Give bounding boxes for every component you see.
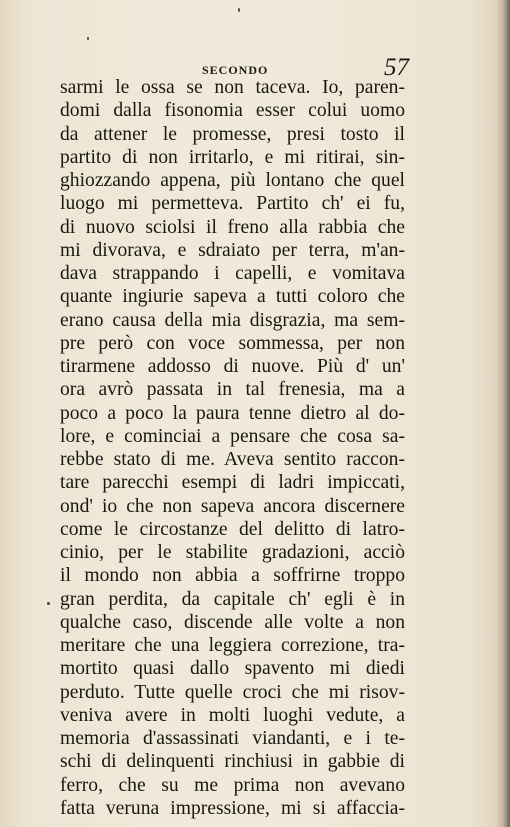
text-line: poco a poco la paura tenne dietro al do- <box>60 402 405 424</box>
text-line: perduto. Tutte quelle croci che mi risov- <box>60 681 405 703</box>
page-number: 57 <box>384 54 409 81</box>
text-line: dava strappando i capelli, e vomitava <box>60 263 405 284</box>
text-line: lore, e cominciai a pensare che cosa sa- <box>60 425 405 447</box>
text-line: cinio, per le stabilite gradazioni, acciò <box>60 542 405 563</box>
text-line: schi di delinquenti rinchiusi in gabbie di <box>60 751 405 773</box>
text-line: luogo mi permetteva. Partito ch' ei fu, <box>60 193 405 215</box>
text-line: tirarmene addosso di nuove. Più d' un' <box>60 356 405 377</box>
text-line: meritare che una leggiera correzione, tra- <box>60 635 405 656</box>
running-head: SECONDO <box>202 63 269 77</box>
page-edge-shadow <box>496 0 510 827</box>
text-line: tare parecchi esempi di ladri impiccati, <box>60 472 405 494</box>
text-line: ond' io che non sapeva ancora discernere <box>60 495 405 517</box>
text-line: mi divorava, e sdraiato per terra, m'an- <box>60 239 405 261</box>
text-line: veniva avere in molti luoghi vedute, a <box>60 704 405 726</box>
text-line: rebbe stato di me. Aveva sentito raccon- <box>60 449 405 470</box>
body-text <box>60 76 405 820</box>
text-line: sarmi le ossa se non taceva. Io, paren- <box>60 77 405 98</box>
text-line: pre però con voce sommessa, per non <box>60 332 405 354</box>
text-line: domi dalla fisonomia esser colui uomo <box>60 100 405 122</box>
text-line: di nuovo sciolsi il freno alla rabbia che <box>60 216 405 238</box>
text-line: gran perdita, da capitale ch' egli è in <box>60 588 405 610</box>
text-line: fatta veruna impressione, mi si affaccia- <box>60 797 405 819</box>
text-line: ora avrò passata in tal frenesia, ma a <box>60 379 405 401</box>
text-line: mortito quasi dallo spavento mi diedi <box>60 658 405 680</box>
text-line: come le circostanze del delitto di latro- <box>60 518 405 540</box>
text-line: partito di non irritarlo, e mi ritirai, sin- <box>60 146 405 168</box>
text-line: memoria d'assassinati viandanti, e i te- <box>60 728 405 749</box>
text-line: il mondo non abbia a soffrirne troppo <box>60 565 405 587</box>
paper-speck <box>87 37 89 40</box>
text-line: ghiozzando appena, più lontano che quel <box>60 170 405 191</box>
text-line: qualche caso, discende alle volte a non <box>60 611 405 633</box>
text-line: da attener le promesse, presi tosto il <box>60 123 405 145</box>
text-line: ferro, che su me prima non avevano <box>60 774 405 796</box>
text-line: erano causa della mia disgrazia, ma sem- <box>60 309 405 331</box>
text-line: quante ingiurie sapeva a tutti coloro che <box>60 286 405 308</box>
paper-speck <box>47 602 50 605</box>
paper-speck <box>238 8 240 12</box>
